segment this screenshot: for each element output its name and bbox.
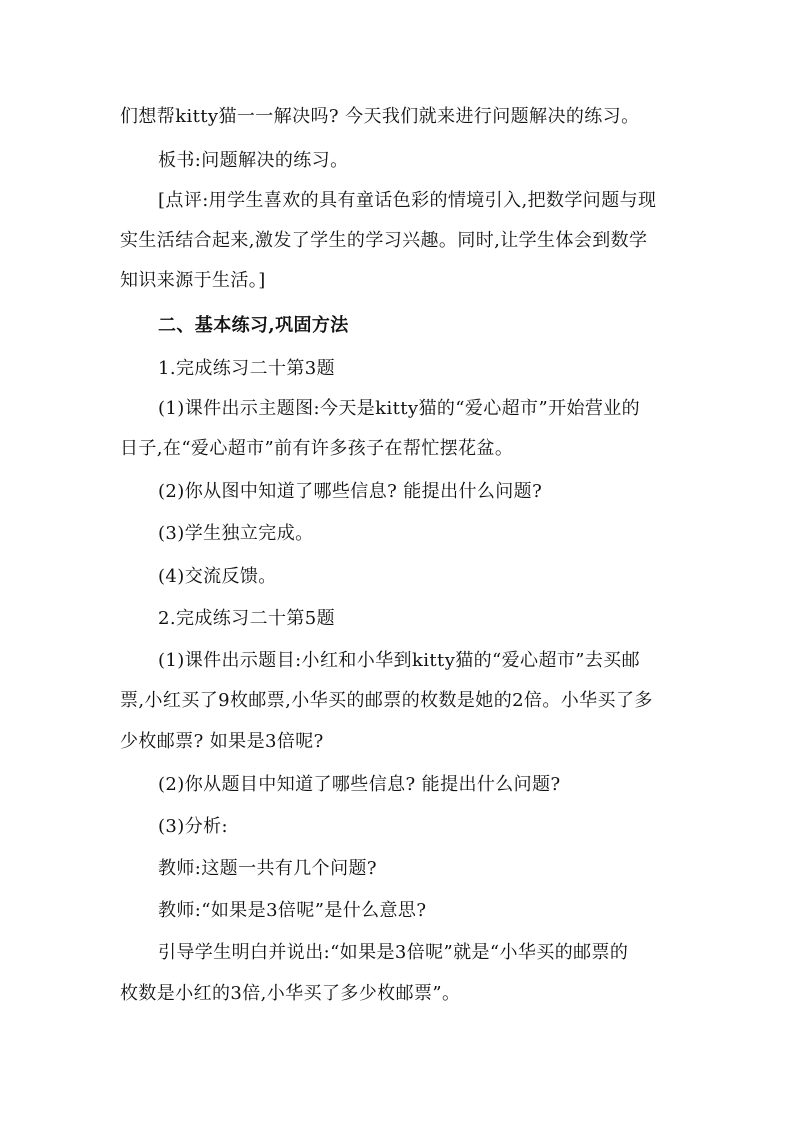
paragraph-line: (2)你从图中知道了哪些信息? 能提出什么问题? xyxy=(158,481,543,502)
section-heading: 二、基本练习,巩固方法 xyxy=(158,315,349,336)
blackboard-note: 板书:问题解决的练习。 xyxy=(158,150,349,171)
paragraph-line: 引导学生明白并说出:“如果是3倍呢”就是“小华买的邮票的 xyxy=(158,942,629,963)
paragraph-line: 少枚邮票? 如果是3倍呢? xyxy=(120,731,324,752)
paragraph-line: (1)课件出示主题图:今天是kitty猫的“爱心超市”开始营业的 xyxy=(158,398,641,419)
paragraph-line: 票,小红买了9枚邮票,小华买的邮票的枚数是她的2倍。小华买了多 xyxy=(120,690,653,711)
paragraph-line: 枚数是小红的3倍,小华买了多少枚邮票”。 xyxy=(120,983,461,1004)
paragraph-line: 们想帮kitty猫一一解决吗? 今天我们就来进行问题解决的练习。 xyxy=(120,106,640,127)
exercise-heading: 1.完成练习二十第3题 xyxy=(158,358,336,379)
exercise-heading: 2.完成练习二十第5题 xyxy=(158,608,336,629)
paragraph-line: (2)你从题目中知道了哪些信息? 能提出什么问题? xyxy=(158,774,561,795)
paragraph-line: 教师:“如果是3倍呢”是什么意思? xyxy=(158,900,427,921)
paragraph-line: 日子,在“爱心超市”前有许多孩子在帮忙摆花盆。 xyxy=(120,438,514,459)
comment-line: [点评:用学生喜欢的具有童话色彩的情境引入,把数学问题与现 xyxy=(158,190,657,211)
paragraph-line: (3)分析: xyxy=(158,816,228,837)
paragraph-line: (4)交流反馈。 xyxy=(158,566,277,587)
comment-line: 知识来源于生活。] xyxy=(120,270,266,291)
paragraph-line: (1)课件出示题目:小红和小华到kitty猫的“爱心超市”去买邮 xyxy=(158,650,641,671)
comment-line: 实生活结合起来,激发了学生的学习兴趣。同时,让学生体会到数学 xyxy=(120,230,648,251)
paragraph-line: (3)学生独立完成。 xyxy=(158,523,314,544)
paragraph-line: 教师:这题一共有几个问题? xyxy=(158,858,377,879)
